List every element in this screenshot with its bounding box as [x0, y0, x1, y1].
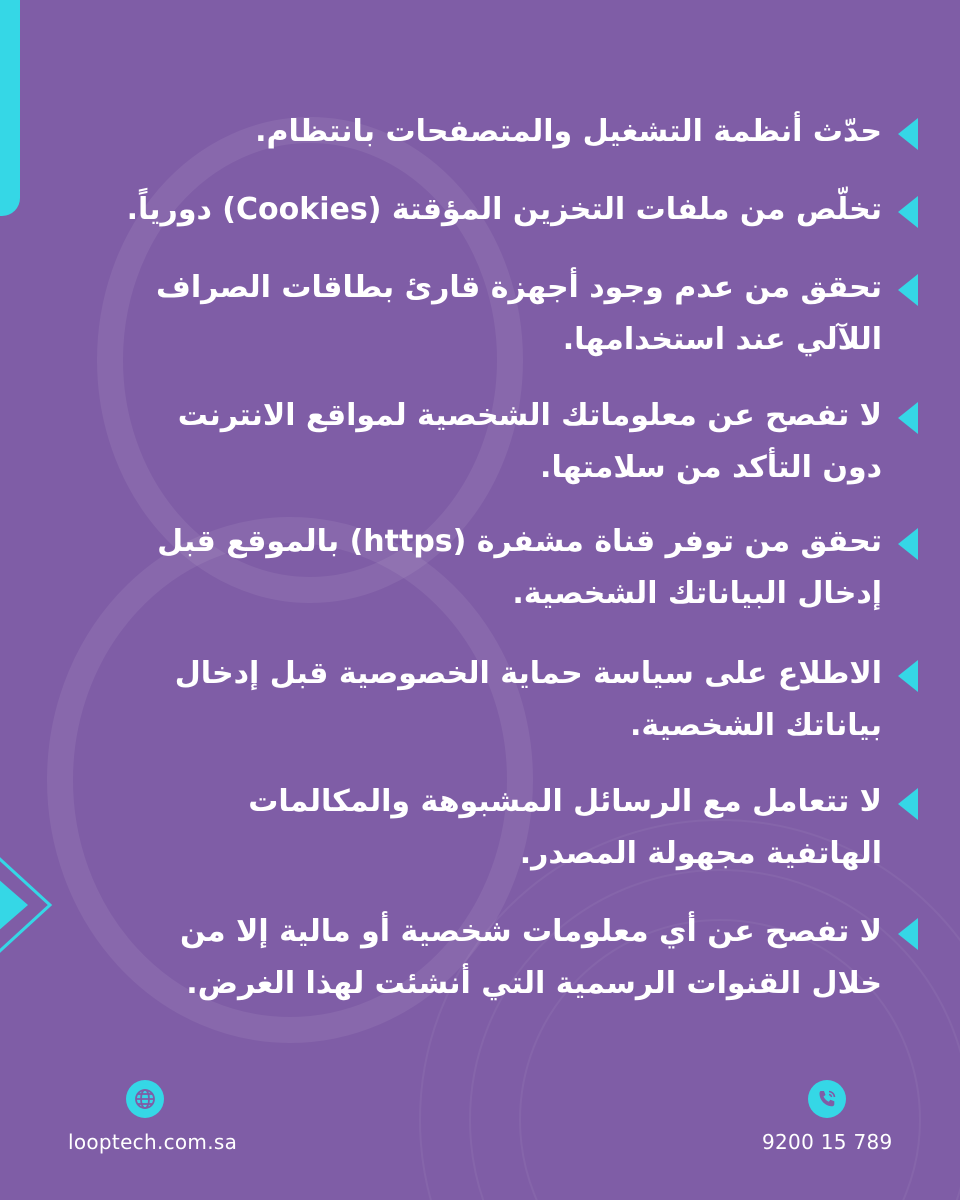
triangle-bullet-icon — [898, 660, 918, 692]
tip-text: حدّث أنظمة التشغيل والمتصفحات بانتظام. — [255, 114, 882, 149]
phone-number[interactable]: 9200 15 789 — [762, 1130, 893, 1154]
triangle-bullet-icon — [898, 918, 918, 950]
triangle-bullet-icon — [898, 118, 918, 150]
tip-text: لا تفصح عن أي معلومات شخصية أو مالية إلا من خلال القنوات الرسمية التي أنشئت لهذا الغرض. — [180, 914, 882, 1001]
triangle-bullet-icon — [898, 196, 918, 228]
website-link[interactable]: looptech.com.sa — [68, 1130, 238, 1154]
list-item — [122, 648, 882, 752]
triangle-bullet-icon — [898, 788, 918, 820]
triangle-bullet-icon — [898, 402, 918, 434]
corner-accent-tab — [0, 0, 20, 216]
list-item — [122, 390, 882, 494]
list-item — [122, 262, 882, 366]
website-contact[interactable] — [68, 1080, 237, 1154]
phone-contact[interactable] — [762, 1080, 893, 1154]
tip-text: تخلّص من ملفات التخزين المؤقتة (Cookies) دورياً. — [126, 192, 882, 227]
tip-text: الاطلاع على سياسة حماية الخصوصية قبل إدخال بياناتك الشخصية. — [174, 656, 882, 743]
tip-text: تحقق من عدم وجود أجهزة قارئ بطاقات الصراف اللآلي عند استخدامها. — [156, 270, 882, 357]
globe-icon — [126, 1080, 164, 1118]
tip-text: لا تتعامل مع الرسائل المشبوهة والمكالمات الهاتفية مجهولة المصدر. — [248, 784, 882, 871]
list-item — [122, 906, 882, 1010]
list-item — [122, 516, 882, 620]
triangle-bullet-icon — [898, 528, 918, 560]
tip-text: لا تفصح عن معلوماتك الشخصية لمواقع الانترنت دون التأكد من سلامتها. — [177, 398, 882, 485]
list-item — [122, 106, 882, 158]
list-item — [122, 776, 882, 880]
tip-text: تحقق من توفر قناة مشفرة (https) بالموقع قبل إدخال البياناتك الشخصية. — [157, 524, 882, 611]
triangle-bullet-icon — [898, 274, 918, 306]
list-item — [122, 184, 882, 236]
phone-icon — [808, 1080, 846, 1118]
